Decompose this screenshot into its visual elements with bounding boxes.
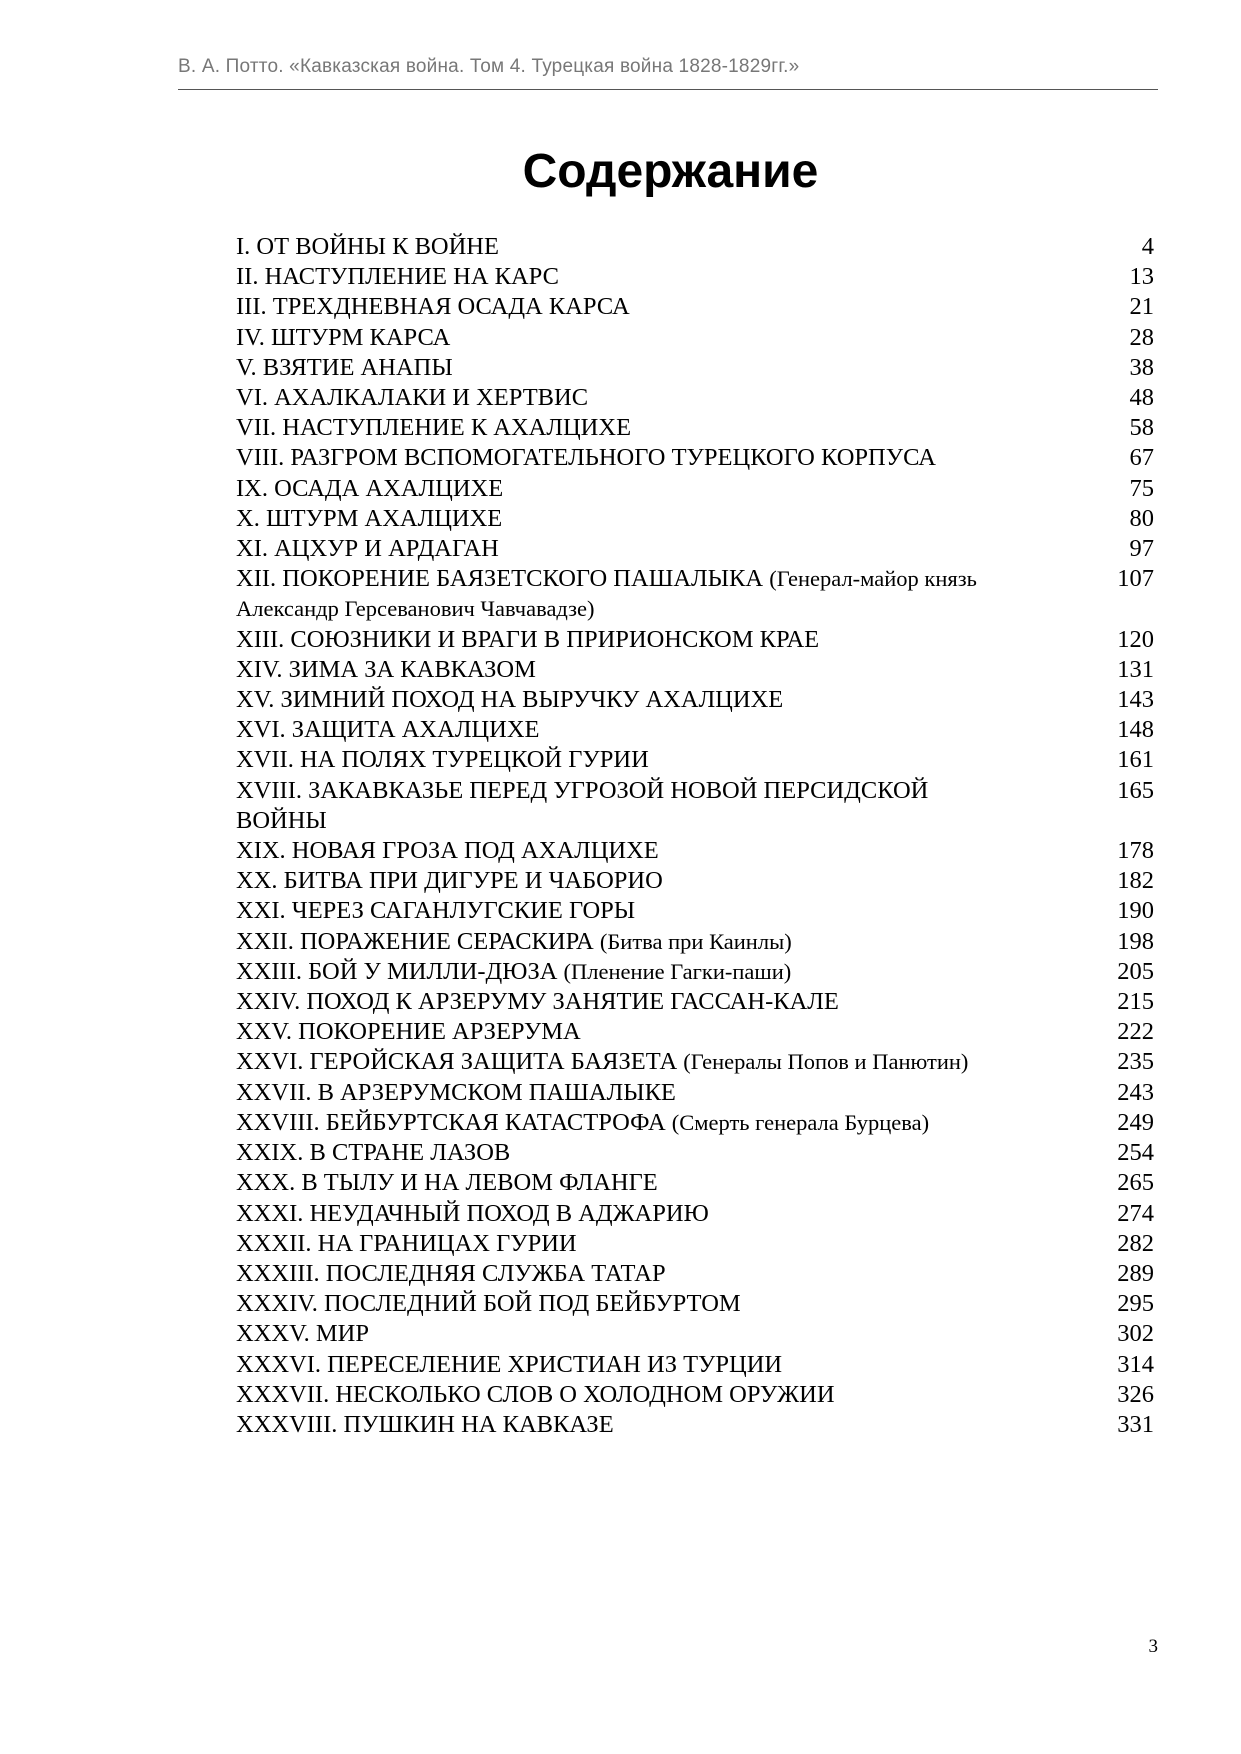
toc-entry-text: [236, 1199, 981, 1229]
toc-entry[interactable]: [236, 927, 1154, 957]
header-divider: [178, 89, 1158, 90]
toc-entry[interactable]: [236, 1108, 1154, 1138]
toc-entry-page-number: 4: [1141, 233, 1154, 260]
toc-entry-text: [236, 625, 981, 655]
toc-entry-page-number: 326: [1117, 1380, 1154, 1408]
toc-entry-page-number: 80: [1129, 504, 1154, 532]
toc-entry-text: [236, 715, 981, 745]
toc-entry-text: [236, 564, 981, 624]
toc-entry[interactable]: [236, 1017, 1154, 1047]
toc-entry-title: V. ВЗЯТИЕ АНАПЫ: [236, 353, 453, 381]
toc-entry-title: XVI. ЗАЩИТА АХАЛЦИХЕ: [236, 716, 540, 744]
toc-entry[interactable]: [236, 1289, 1154, 1319]
toc-entry-title: I. ОТ ВОЙНЫ К ВОЙНЕ: [236, 233, 499, 260]
toc-entry[interactable]: [236, 957, 1154, 987]
toc-entry-text: [236, 262, 981, 292]
toc-entry-title: XV. ЗИМНИЙ ПОХОД НА ВЫРУЧКУ АХАЛЦИХЕ: [236, 686, 784, 714]
toc-entry[interactable]: [236, 1229, 1154, 1259]
toc-entry-title: VII. НАСТУПЛЕНИЕ К АХАЛЦИХЕ: [236, 414, 632, 442]
toc-entry-page-number: 182: [1117, 867, 1154, 895]
toc-entry-page-number: 205: [1117, 957, 1154, 985]
toc-entry-title: VIII. РАЗГРОМ ВСПОМОГАТЕЛЬНОГО ТУРЕЦКОГО КОРПУСА: [236, 444, 936, 472]
toc-entry-title: XVIII. ЗАКАВКАЗЬЕ ПЕРЕД УГРОЗОЙ НОВОЙ ПЕРСИДСКОЙ ВОЙНЫ: [236, 776, 929, 834]
toc-entry-page-number: 28: [1129, 323, 1154, 351]
toc-entry-title: XXXV. МИР: [236, 1320, 369, 1348]
toc-entry-page-number: 38: [1129, 353, 1154, 381]
toc-entry[interactable]: [236, 232, 1154, 262]
toc-entry-page-number: 148: [1117, 716, 1154, 744]
toc-entry[interactable]: [236, 504, 1154, 534]
toc-entry-title: XXXVI. ПЕРЕСЕЛЕНИЕ ХРИСТИАН ИЗ ТУРЦИИ: [236, 1350, 783, 1378]
toc-entry-text: [236, 957, 981, 987]
toc-entry-text: [236, 1350, 981, 1380]
toc-entry-subtitle: (Пленение Гагки-паши): [563, 958, 792, 984]
toc-entry[interactable]: [236, 292, 1154, 322]
toc-entry-text: [236, 655, 981, 685]
toc-entry-page-number: 243: [1117, 1078, 1154, 1106]
toc-entry-page-number: 254: [1117, 1139, 1154, 1167]
toc-entry-title: XXI. ЧЕРЕЗ САГАНЛУГСКИЕ ГОРЫ: [236, 897, 636, 925]
toc-entry-page-number: 289: [1117, 1259, 1154, 1287]
toc-entry-title: II. НАСТУПЛЕНИЕ НА КАРС: [236, 263, 559, 291]
toc-entry-title: XXXI. НЕУДАЧНЫЙ ПОХОД В АДЖАРИЮ: [236, 1199, 709, 1227]
toc-entry[interactable]: [236, 262, 1154, 292]
toc-entry-page-number: 107: [1117, 565, 1154, 593]
toc-entry-page-number: 314: [1117, 1350, 1154, 1378]
toc-entry[interactable]: [236, 655, 1154, 685]
toc-entry[interactable]: [236, 987, 1154, 1017]
toc-entry[interactable]: [236, 1410, 1154, 1440]
toc-entry-text: [236, 474, 981, 504]
toc-entry[interactable]: [236, 745, 1154, 775]
toc-entry[interactable]: [236, 625, 1154, 655]
toc-entry-text: [236, 1168, 981, 1198]
toc-entry-text: [236, 383, 981, 413]
toc-entry-page-number: 331: [1117, 1410, 1154, 1438]
toc-entry-title: XXVIII. БЕЙБУРТСКАЯ КАТАСТРОФА: [236, 1108, 666, 1136]
toc-entry-title: XXIX. В СТРАНЕ ЛАЗОВ: [236, 1139, 511, 1167]
toc-entry-page-number: 282: [1117, 1229, 1154, 1257]
toc-entry-text: [236, 1289, 981, 1319]
toc-entry-title: XI. АЦХУР И АРДАГАН: [236, 535, 499, 563]
toc-entry-title: XIII. СОЮЗНИКИ И ВРАГИ В ПРИРИОНСКОМ КРАЕ: [236, 625, 820, 653]
toc-entry-title: VI. АХАЛКАЛАКИ И ХЕРТВИС: [236, 384, 589, 412]
toc-entry[interactable]: [236, 896, 1154, 926]
toc-entry-page-number: 249: [1117, 1108, 1154, 1136]
toc-entry[interactable]: [236, 836, 1154, 866]
toc-entry-title: IX. ОСАДА АХАЛЦИХЕ: [236, 474, 504, 502]
running-header: В. А. Потто. «Кавказская война. Том 4. Турецкая война 1828-1829гг.»: [178, 56, 800, 77]
toc-entry-title: XXIII. БОЙ У МИЛЛИ-ДЮЗА: [236, 957, 558, 985]
toc-entry-subtitle: (Битва при Каинлы): [599, 928, 792, 954]
toc-entry-title: XIX. НОВАЯ ГРОЗА ПОД АХАЛЦИХЕ: [236, 837, 659, 865]
page-number: 3: [1148, 1636, 1158, 1657]
toc-entry-title: XXVI. ГЕРОЙСКАЯ ЗАЩИТА БАЯЗЕТА: [236, 1048, 678, 1076]
toc-entry-title: XII. ПОКОРЕНИЕ БАЯЗЕТСКОГО ПАШАЛЫКА: [236, 565, 764, 593]
toc-entry-title: XVII. НА ПОЛЯХ ТУРЕЦКОЙ ГУРИИ: [236, 746, 649, 774]
toc-entry-text: [236, 413, 981, 443]
toc-entry-title: XXXVII. НЕСКОЛЬКО СЛОВ О ХОЛОДНОМ ОРУЖИИ: [236, 1380, 835, 1408]
toc-entry-page-number: 178: [1117, 837, 1154, 865]
toc-entry-page-number: 190: [1117, 897, 1154, 925]
toc-entry-subtitle: (Генерал-майор князь Александр Герсеванович Чавчавадзе): [236, 566, 977, 622]
toc-entry-text: [236, 443, 981, 473]
toc-entry-title: XIV. ЗИМА ЗА КАВКАЗОМ: [236, 655, 536, 683]
toc-entry-page-number: 161: [1117, 746, 1154, 774]
toc-entry[interactable]: [236, 1259, 1154, 1289]
toc-entry-page-number: 75: [1129, 474, 1154, 502]
toc-entry-title: XXXVIII. ПУШКИН НА КАВКАЗЕ: [236, 1410, 614, 1438]
toc-entry-text: [236, 1259, 981, 1289]
toc-entry[interactable]: [236, 413, 1154, 443]
toc-entry-page-number: 274: [1117, 1199, 1154, 1227]
toc-entry-page-number: 265: [1117, 1169, 1154, 1197]
toc-entry-title: XXXII. НА ГРАНИЦАХ ГУРИИ: [236, 1229, 577, 1257]
toc-entry-text: [236, 896, 981, 926]
toc-entry-page-number: 120: [1117, 625, 1154, 653]
toc-entry-text: [236, 232, 981, 262]
toc-entry-page-number: 215: [1117, 988, 1154, 1016]
toc-entry-title: XXX. В ТЫЛУ И НА ЛЕВОМ ФЛАНГЕ: [236, 1169, 658, 1197]
table-of-contents: [236, 232, 1154, 1440]
toc-entry[interactable]: [236, 1350, 1154, 1380]
toc-entry[interactable]: [236, 1047, 1154, 1077]
toc-entry[interactable]: [236, 685, 1154, 715]
toc-entry-title: IV. ШТУРМ КАРСА: [236, 323, 451, 351]
toc-entry-text: [236, 504, 981, 534]
toc-entry-page-number: 67: [1129, 444, 1154, 472]
toc-entry-title: XXXIII. ПОСЛЕДНЯЯ СЛУЖБА ТАТАР: [236, 1259, 666, 1287]
toc-entry-title: XXV. ПОКОРЕНИЕ АРЗЕРУМА: [236, 1018, 581, 1046]
toc-entry-text: [236, 987, 981, 1017]
toc-entry-title: XXVII. В АРЗЕРУМСКОМ ПАШАЛЫКЕ: [236, 1078, 676, 1106]
toc-entry-title: XX. БИТВА ПРИ ДИГУРЕ И ЧАБОРИО: [236, 867, 663, 895]
toc-entry-text: [236, 745, 981, 775]
toc-entry-page-number: 143: [1117, 686, 1154, 714]
toc-entry[interactable]: [236, 383, 1154, 413]
toc-entry-title: XXII. ПОРАЖЕНИЕ СЕРАСКИРА: [236, 927, 594, 955]
toc-entry-page-number: 48: [1129, 384, 1154, 412]
toc-entry-page-number: 131: [1117, 655, 1154, 683]
toc-entry[interactable]: [236, 564, 1154, 624]
toc-entry-page-number: 198: [1117, 927, 1154, 955]
toc-entry-text: [236, 1138, 981, 1168]
toc-entry-text: [236, 1047, 981, 1077]
toc-entry-text: [236, 1017, 981, 1047]
toc-entry-page-number: 21: [1129, 293, 1154, 321]
toc-entry-text: [236, 534, 981, 564]
page-title: Содержание: [522, 145, 819, 198]
toc-entry[interactable]: [236, 1138, 1154, 1168]
toc-entry-page-number: 295: [1117, 1290, 1154, 1318]
toc-entry-title: III. ТРЕХДНЕВНАЯ ОСАДА КАРСА: [236, 293, 630, 321]
toc-entry[interactable]: [236, 1380, 1154, 1410]
toc-entry[interactable]: [236, 866, 1154, 896]
toc-entry-title: X. ШТУРМ АХАЛЦИХЕ: [236, 504, 503, 532]
toc-entry-text: [236, 1078, 981, 1108]
toc-entry-text: [236, 927, 981, 957]
toc-entry[interactable]: [236, 323, 1154, 353]
toc-entry[interactable]: [236, 715, 1154, 745]
toc-entry-text: [236, 1380, 981, 1410]
toc-entry[interactable]: [236, 443, 1154, 473]
toc-entry[interactable]: [236, 1078, 1154, 1108]
toc-entry-title: XXXIV. ПОСЛЕДНИЙ БОЙ ПОД БЕЙБУРТОМ: [236, 1290, 741, 1318]
toc-entry[interactable]: [236, 353, 1154, 383]
toc-entry-subtitle: (Смерть генерала Бурцева): [671, 1109, 930, 1135]
toc-entry-text: [236, 292, 981, 322]
toc-entry-page-number: 58: [1129, 414, 1154, 442]
toc-entry-page-number: 235: [1117, 1048, 1154, 1076]
toc-entry-text: [236, 1229, 981, 1259]
toc-entry[interactable]: [236, 1199, 1154, 1229]
toc-entry[interactable]: [236, 1319, 1154, 1349]
toc-entry-page-number: 165: [1117, 776, 1154, 804]
toc-entry[interactable]: [236, 534, 1154, 564]
toc-entry[interactable]: [236, 474, 1154, 504]
toc-entry-text: [236, 776, 981, 836]
toc-entry-text: [236, 323, 981, 353]
toc-entry-page-number: 302: [1117, 1320, 1154, 1348]
toc-entry-page-number: 222: [1117, 1018, 1154, 1046]
toc-entry-text: [236, 1108, 981, 1138]
toc-entry-text: [236, 1319, 981, 1349]
toc-entry-text: [236, 1410, 981, 1440]
toc-entry[interactable]: [236, 776, 1154, 836]
toc-entry[interactable]: [236, 1168, 1154, 1198]
toc-entry-text: [236, 353, 981, 383]
toc-entry-text: [236, 836, 981, 866]
toc-entry-subtitle: (Генералы Попов и Панютин): [683, 1049, 969, 1075]
toc-entry-text: [236, 685, 981, 715]
toc-entry-title: XXIV. ПОХОД К АРЗЕРУМУ ЗАНЯТИЕ ГАССАН-КАЛЕ: [236, 988, 839, 1016]
toc-entry-page-number: 13: [1129, 263, 1154, 291]
toc-entry-text: [236, 866, 981, 896]
toc-entry-page-number: 97: [1129, 535, 1154, 563]
